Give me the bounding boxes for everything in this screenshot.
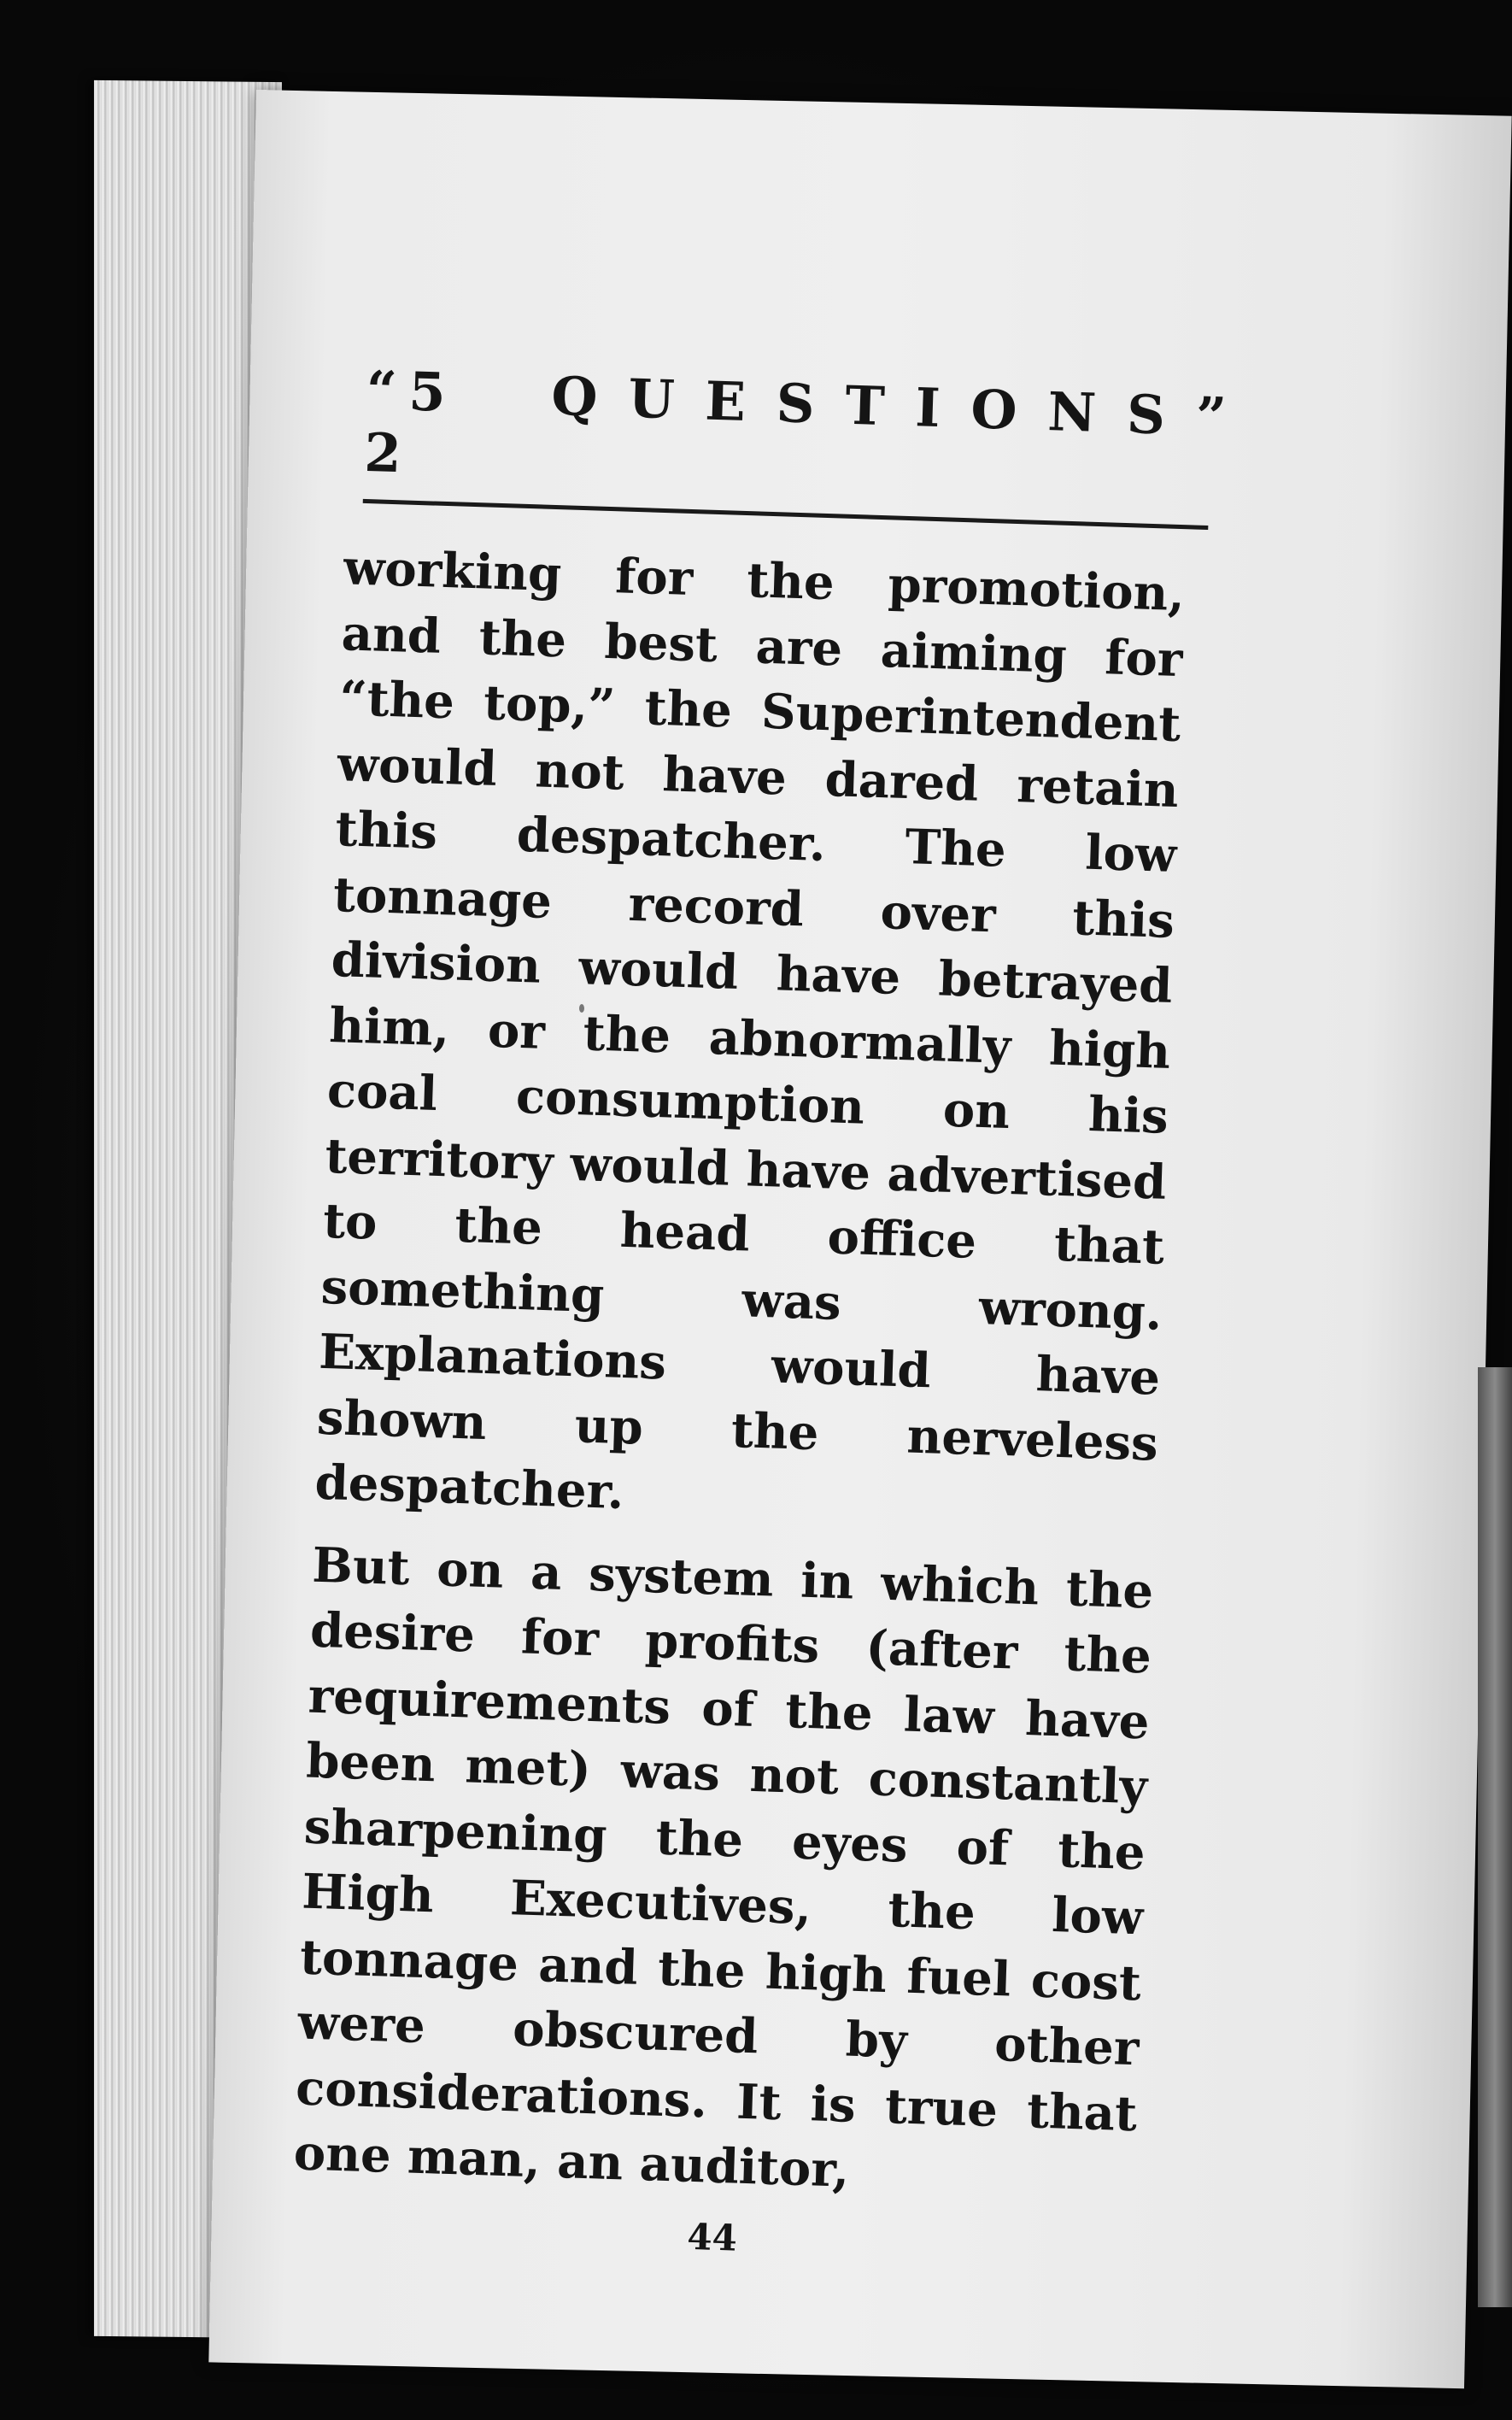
running-head-title: QUESTIONS” (550, 364, 1258, 449)
running-head-number: “5 2 (363, 359, 459, 485)
body-text (293, 535, 1186, 2211)
paragraph-1: working for the promotion, and the best are aiming for “the top,” the Superintendent would not have dared retain this despatcher. The low tonnage record over this division would have betrayed him, or the abnormally high coal consumption on his territory would have advertised to the head office that something was wrong. Explanations would have shown up the nerveless despatcher. (314, 539, 1186, 1521)
paragraph-2: But on a system in which the desire for profits (after the requirements of the law have been met) was not constantly sharpening the eyes of the High Executives, the low tonnage and the high fuel cost were obscured by other considerations. It is true that one man, an auditor, (292, 1536, 1155, 2199)
running-head (363, 359, 1258, 530)
page-number: 44 (686, 2215, 738, 2259)
page-content (292, 359, 1486, 2281)
book-cover-edge (1478, 1367, 1512, 2307)
